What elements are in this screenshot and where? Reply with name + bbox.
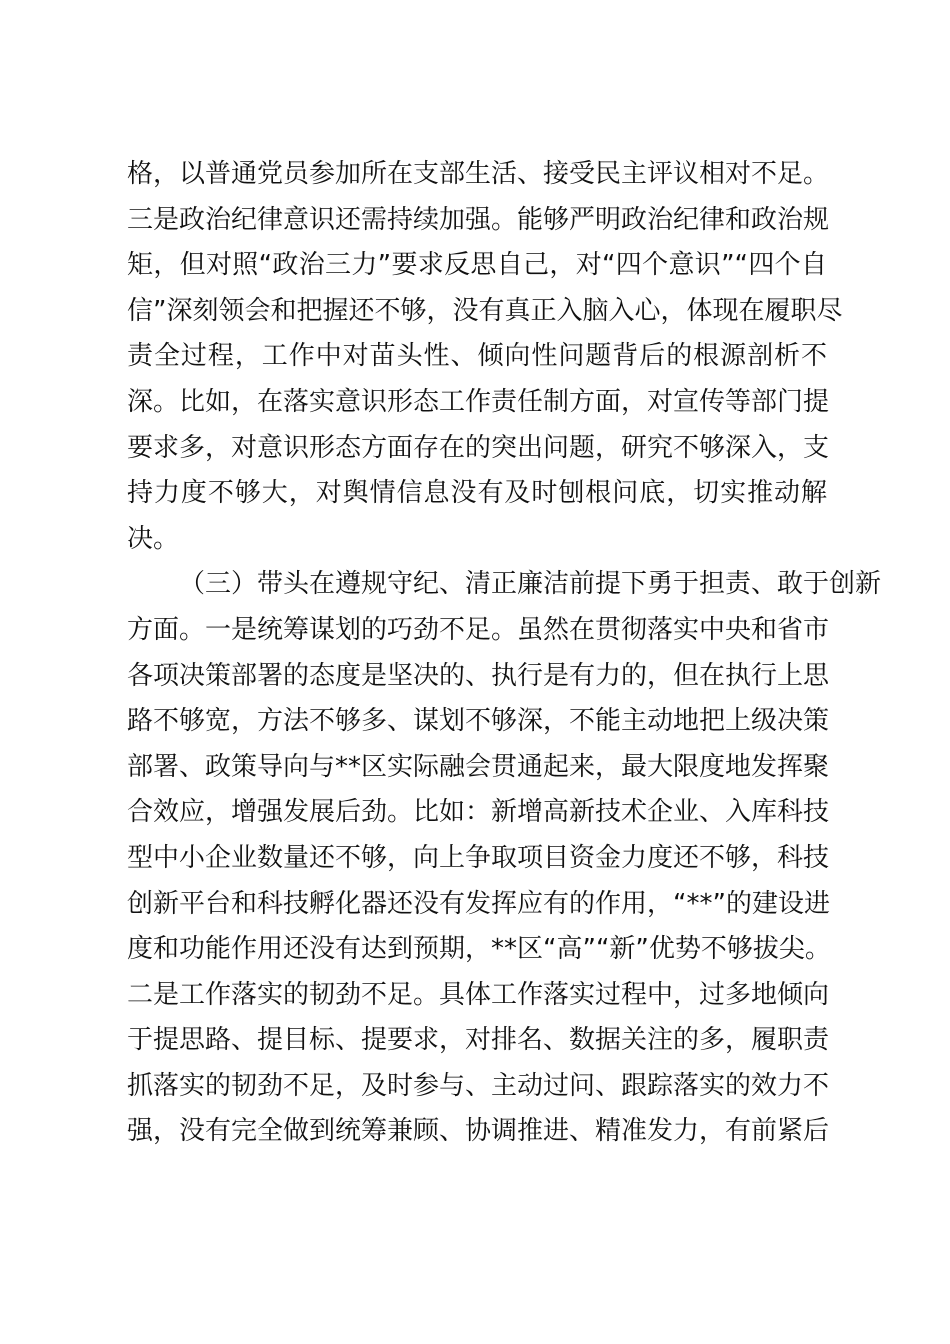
text-line: 抓落实的韧劲不足，及时参与、主动过问、跟踪落实的效力不 bbox=[127, 1070, 830, 1101]
text-line: 持力度不够大，对舆情信息没有及时刨根问底，切实推动解 bbox=[127, 478, 827, 509]
text-line: 三是政治纪律意识还需持续加强。能够严明政治纪律和政治规 bbox=[127, 204, 830, 235]
text-line: 于提思路、提目标、提要求，对排名、数据关注的多，履职责 bbox=[127, 1025, 830, 1056]
text-line: 合效应，增强发展后劲。比如：新增高新技术企业、入库科技 bbox=[127, 797, 830, 828]
text-line: 决。 bbox=[127, 523, 180, 554]
text-line: 格，以普通党员参加所在支部生活、接受民主评议相对不足。 bbox=[127, 159, 830, 189]
text-line: 信”深刻领会和把握还不够，没有真正入脑入心，体现在履职尽 bbox=[127, 295, 843, 326]
text-line: 方面。一是统筹谋划的巧劲不足。虽然在贯彻落实中央和省市 bbox=[127, 614, 830, 645]
text-line: 深。比如，在落实意识形态工作责任制方面，对宣传等部门提 bbox=[127, 386, 830, 417]
text-line: 创新平台和科技孵化器还没有发挥应有的作用，“**”的建设进 bbox=[127, 888, 830, 919]
text-line: 强，没有完全做到统筹兼顾、协调推进、精准发力，有前紧后 bbox=[127, 1116, 830, 1147]
body-text bbox=[127, 152, 882, 1155]
text-line: 各项决策部署的态度是坚决的、执行是有力的，但在执行上思 bbox=[127, 660, 830, 691]
text-line: 责全过程，工作中对苗头性、倾向性问题背后的根源剖析不 bbox=[127, 341, 827, 372]
section-heading-line: （三）带头在遵规守纪、清正廉洁前提下勇于担责、敢于创新 bbox=[179, 569, 882, 600]
text-line: 二是工作落实的韧劲不足。具体工作落实过程中，过多地倾向 bbox=[127, 979, 830, 1010]
text-line: 型中小企业数量还不够，向上争取项目资金力度还不够，科技 bbox=[127, 842, 830, 873]
text-line: 路不够宽，方法不够多、谋划不够深，不能主动地把上级决策 bbox=[127, 706, 830, 737]
text-line: 度和功能作用还没有达到预期，**区“高”“新”优势不够拔尖。 bbox=[127, 934, 831, 965]
text-line: 矩，但对照“政治三力”要求反思自己，对“四个意识”“四个自 bbox=[127, 250, 827, 281]
text-line: 部署、政策导向与**区实际融会贯通起来，最大限度地发挥聚 bbox=[127, 751, 830, 782]
text-line: 要求多，对意识形态方面存在的突出问题，研究不够深入，支 bbox=[127, 432, 830, 463]
